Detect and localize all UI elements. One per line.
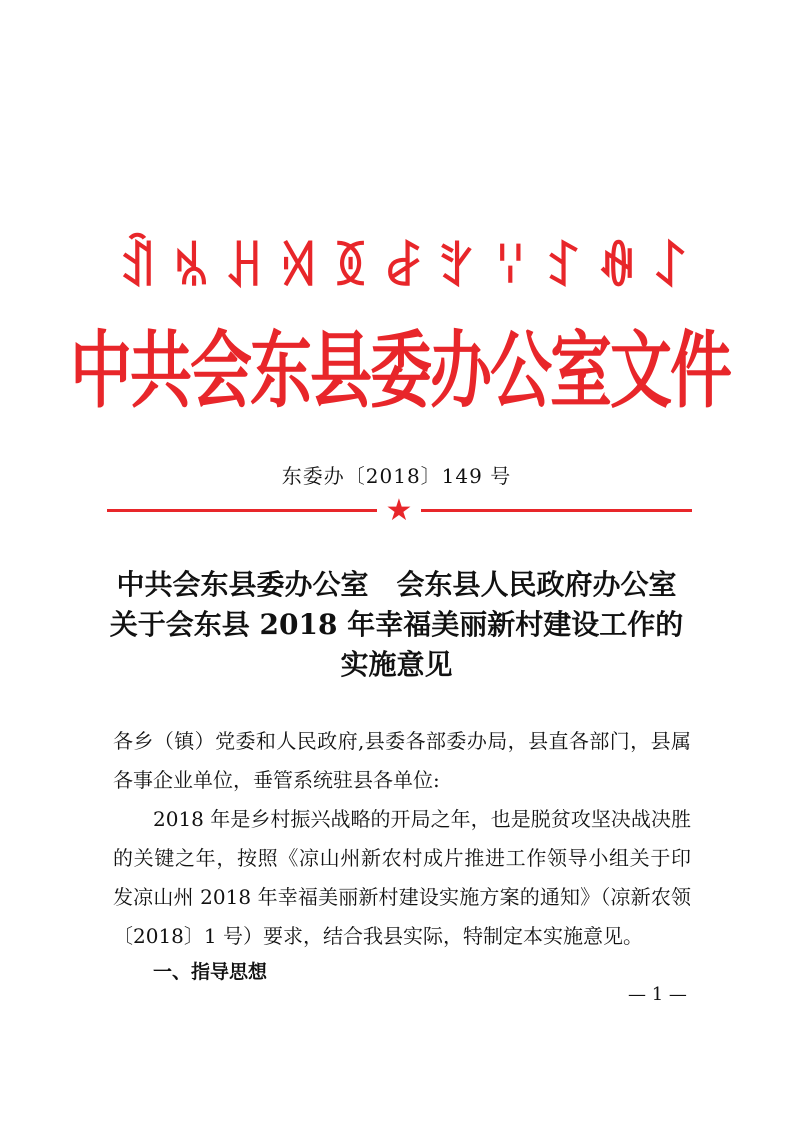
star-icon: ★ [385,493,413,528]
document-number: 东委办〔2018〕149 号 [281,464,512,488]
document-masthead: 中共会东县委办公室文件 [70,320,731,420]
document-title [60,565,733,685]
title-line-1: 中共会东县委办公室 会东县人民政府办公室 [116,568,677,601]
yi-script-masthead [118,236,690,300]
yi-glyph: ꊿ [597,239,637,297]
page-number: — 1 — [628,984,687,1005]
yi-glyph: ꅉ [331,239,371,297]
yi-glyph: ꇬ [437,239,477,297]
yi-glyph: ꀉ [118,239,158,297]
intro-paragraph: 2018 年是乡村振兴战略的开局之年，也是脱贫攻坚决战决胜的关键之年，按照《凉山州新农村成片推进工作领导小组关于印发凉山州 2018 年幸福美丽新村建设实施方案的通知》（凉新农领〔2018〕1 号）要求，结合我县实际，特制定本实施意见。 [113,807,691,948]
document-body [113,722,691,956]
section-heading: 一、指导思想 [153,961,268,983]
title-line-3: 实施意见 [340,648,453,681]
red-divider-right [421,509,692,512]
yi-glyph: ꉘ [544,239,584,297]
yi-glyph: ꋍ [650,239,690,297]
yi-glyph: ꆀ [384,239,424,297]
red-divider-left [107,509,377,512]
yi-glyph: ꃅ [224,239,264,297]
yi-glyph: ꈌ [490,239,531,297]
title-line-2: 关于会东县 2018 年幸福美丽新村建设工作的 [109,608,684,641]
yi-glyph: ꄉ [277,239,317,297]
addressee-paragraph: 各乡（镇）党委和人民政府,县委各部委办局，县直各部门，县属各事企业单位，垂管系统驻县各单位: [113,729,691,792]
yi-glyph: ꁱ [171,239,211,297]
